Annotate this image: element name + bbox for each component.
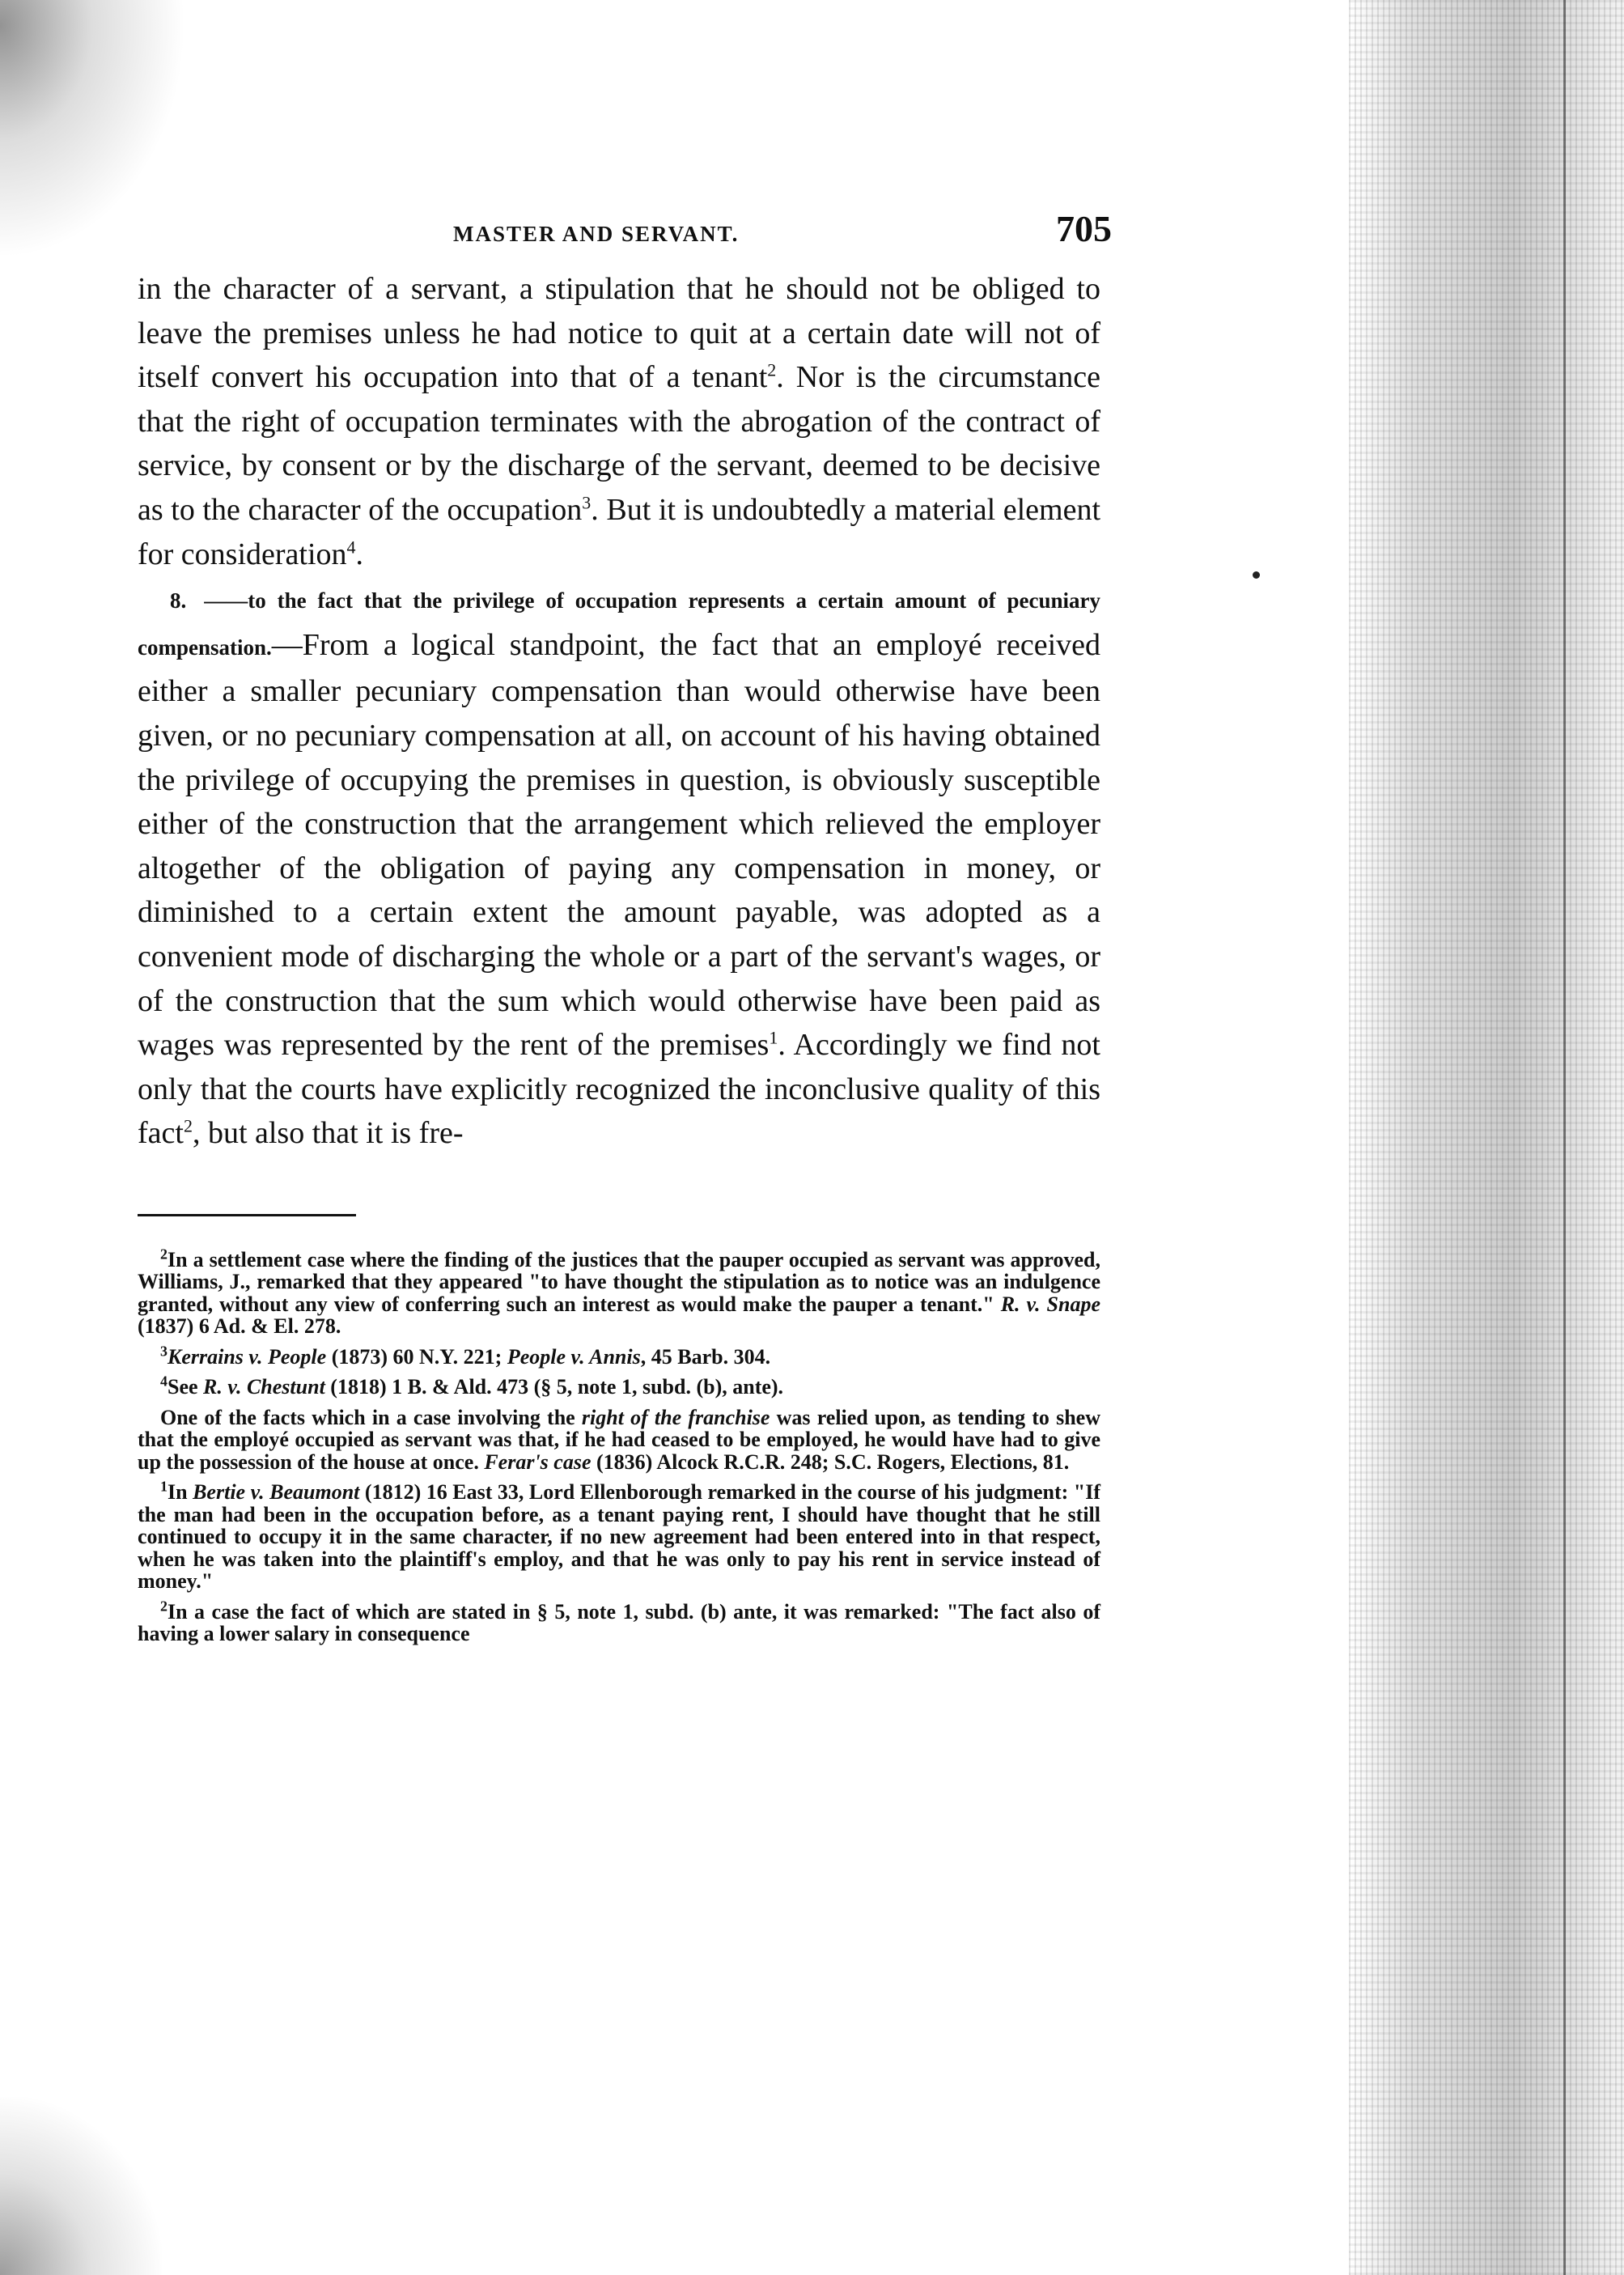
footnote-rule: [138, 1214, 356, 1216]
footnote-1: $^1$In Bertie v. Beaumont (1812) 16 East 33, Lord Ellenborough remarked in the course of his judgment: "If the man had been in the occupation before, as a tenant paying rent, I should have thought that he still continued to occupy it in the same character, if no new agreement had been entered into in that respect, when he was taken into the plaintiff's employ, and that he was only to pay his rent in service instead of money.": [138, 1478, 1101, 1594]
paragraph-1: in the character of a servant, a stipulation that he should not be obliged to leave the premises unless he had notice to quit at a certain date will not of itself convert his occupation into that of a tenant$^2$. Nor is the circumstance that the right of occupation terminates with the abrogation of the contract of service, by consent or by the discharge of the servant, deemed to be decisive as to the character of the occupation$^3$. But it is undoubtedly a material element for consideration$^4$.: [138, 272, 1101, 571]
footnote-2b: $^2$In a case the fact of which are stated in § 5, note 1, subd. (b) ante, it was remarked: "The fact also of having a lower salary in consequence: [138, 1598, 1100, 1646]
footnote-ref: 2: [183, 1115, 193, 1136]
footnotes: [138, 1246, 1101, 1646]
footnote-ref: 1: [769, 1027, 778, 1048]
section-number: 8.: [170, 588, 187, 613]
scan-corner-smudge-bottom-left: [0, 2097, 162, 2275]
scan-binding-line: [1563, 0, 1566, 2275]
footnote-ref: 4: [346, 536, 356, 557]
section-title: ——to the fact that the privilege of occupation represents a certain amount of pecuniary compensation.: [138, 588, 1100, 660]
running-title: MASTER AND SERVANT.: [453, 222, 740, 246]
footnote-2: $^2$In a settlement case where the finding of the justices that the pauper occupied as servant was approved, Williams, J., remarked that they appeared "to have thought the stipulation as to notice was an indulgence granted, without any view of conferring such an interest as would make the pauper a tenant." R. v. Snape (1837) 6 Ad. & El. 278.: [138, 1246, 1100, 1339]
page-number: 705: [1056, 208, 1112, 249]
footnote-ref: 3: [582, 492, 592, 513]
body-text: [138, 267, 1100, 1156]
scan-binding-edge: [1349, 0, 1624, 2275]
footnote-4: $^4$See R. v. Chestunt (1818) 1 B. & Ald. 473 (§ 5, note 1, subd. (b), ante).: [160, 1373, 784, 1399]
running-head: [138, 202, 1112, 267]
stray-ink-dot: [1253, 571, 1260, 579]
footnote-3: $^3$Kerrains v. People (1873) 60 N.Y. 221; People v. Annis, 45 Barb. 304.: [160, 1343, 771, 1369]
footnote-ref: 2: [767, 359, 777, 380]
book-page: [138, 202, 1112, 1653]
footnote-4-continued: One of the facts which in a case involving the right of the franchise was relied upon, as tending to shew that the employé occupied as servant was that, if he had ceased to be employed, he would have had to give up the possession of the house at once. Ferar's case (1836) Alcock R.C.R. 248; S.C. Rogers, Elections, 81.: [138, 1405, 1100, 1474]
paragraph-2: 8. ——to the fact that the privilege of occupation represents a certain amount of pecuniary compensation.—From a logical standpoint, the fact that an employé received either a smaller pecuniary compensation than would otherwise have been given, or no pecuniary compensation at all, on account of his having obtained the privilege of occupying the premises in question, is obviously susceptible either of the construction that the arrangement which relieved the employer altogether of the obligation of paying any compensation in money, or diminished to a certain extent the amount payable, was adopted as a convenient mode of discharging the whole or a part of the servant's wages, or of the construction that the sum which would otherwise have been paid as wages was represented by the rent of the premises$^1$. Accordingly we find not only that the courts have explicitly recognized the inconclusive quality of this fact$^2$, but also that it is fre-: [138, 576, 1100, 1156]
